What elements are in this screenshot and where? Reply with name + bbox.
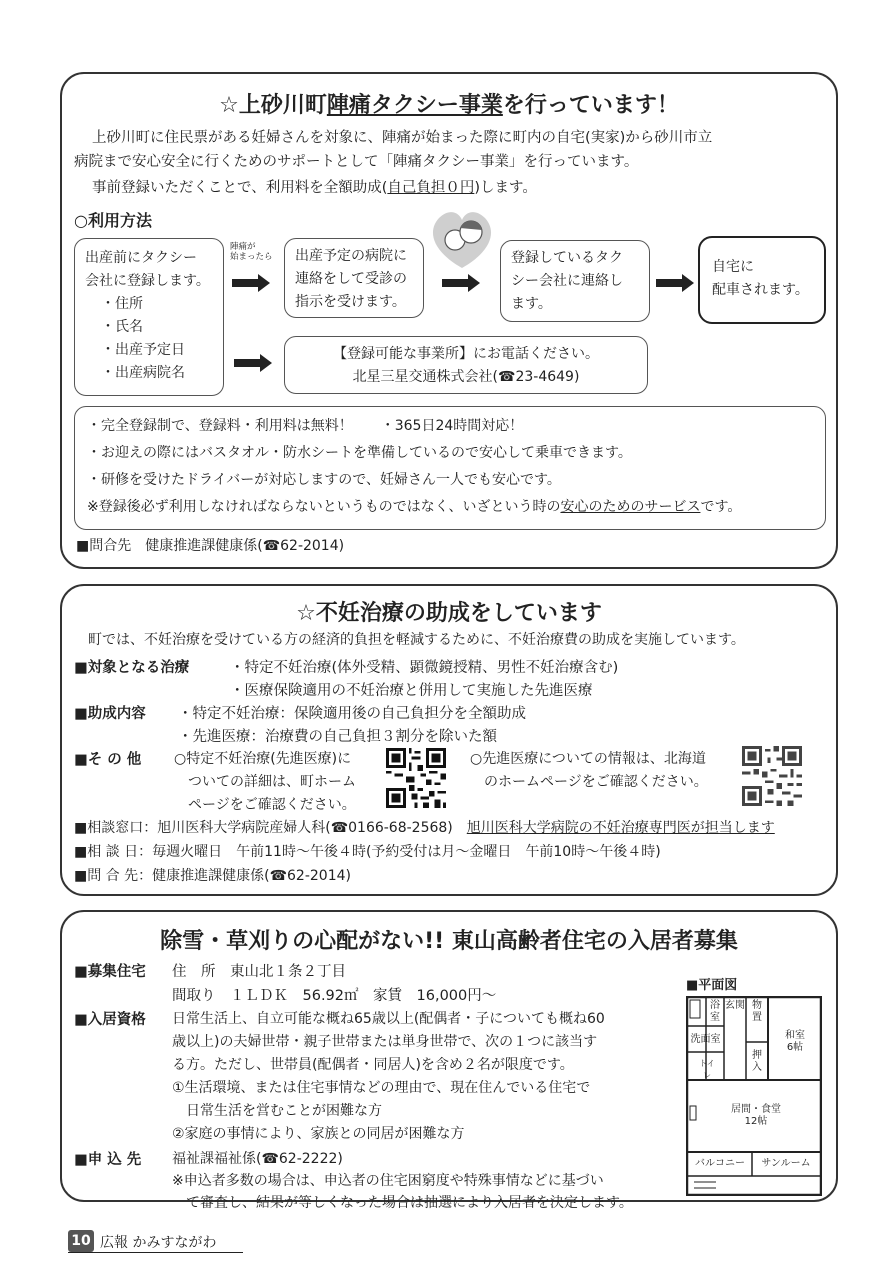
contact-box: 【登録可能な事業所】にお電話ください。 北星三星交通株式会社(☎23-4649) (284, 336, 648, 394)
plan-balcony: バルコニー (695, 1158, 745, 1169)
fertility-title: ☆不妊治療の助成をしています (296, 601, 602, 626)
taxi-section (60, 72, 838, 569)
arrow-right-icon (234, 354, 272, 372)
arrow-right-icon (232, 274, 270, 292)
housing-title: 除雪・草刈りの心配がない!! 東山高齢者住宅の入居者募集 (160, 929, 738, 954)
publication-name: 広報 かみすながわ (100, 1235, 217, 1251)
arrow-right-icon (442, 274, 480, 292)
plan-closet: 押入 (752, 1050, 762, 1073)
hokkaido-qr-code-icon[interactable] (742, 746, 802, 806)
taxi-intro-1: 上砂川町に住民票がある妊婦さんを対象に、陣痛が始まった際に町内の自宅(実家)から砂川市立 (92, 130, 713, 146)
plan-entrance: 玄関 (725, 1000, 745, 1011)
other-label: ■そ の 他 (74, 752, 142, 768)
floor-plan-heading: ■平面図 (686, 978, 738, 993)
town-qr-code-icon[interactable] (386, 748, 446, 808)
plan-sunroom: サンルーム (761, 1158, 811, 1169)
plan-storage: 物置 (752, 1000, 762, 1023)
content-line-2: ・先進医療：治療費の自己負担３割分を除いた額 (178, 729, 497, 745)
step2-box: 出産予定の病院に 連絡をして受診の 指示を受けます。 (284, 238, 424, 318)
content-label: ■助成内容 (74, 706, 146, 722)
step1-box: 出産前にタクシー 会社に登録します。 ・住所 ・氏名 ・出産予定日 ・出産病院名 (74, 238, 224, 396)
other-right-text: ○先進医療についての情報は、北海道 のホームページをご確認ください。 (470, 751, 708, 790)
apply-label: ■申 込 先 (74, 1152, 142, 1168)
apply-text: 福祉課福祉係(☎62-2222) ※申込者多数の場合は、申込者の住宅困窮度や特殊事情などに基づい て審査し、結果が等しくなった場合は抽選により入居者を決定します。 (172, 1151, 633, 1211)
taxi-section-title: ☆上砂川町陣痛タクシー事業を行っています！ (219, 93, 679, 118)
arrow-note: 陣痛が 始まったら (230, 242, 273, 262)
notes-box: ・完全登録制で、登録料・利用料は無料！ ・365日24時間対応！ ・お迎えの際にはバスタオル・防水シートを準備しているので安心して乗車できます。 ・研修を受けたドライバーが対応しますので、妊婦さん一人でも安心です。 ※登録後必ず利用しなければならないというものではなく、いざという時の安心のためのサービスです。 (74, 406, 826, 530)
consult-day: ■相 談 日：毎週火曜日 午前11時～午後４時(予約受付は月～金曜日 午前10時～午後４時) (74, 844, 661, 860)
plan-bath: 浴室 (710, 1000, 720, 1023)
taxi-intro-3: 事前登録いただくことで、利用料を全額助成(自己負担０円)します。 (92, 180, 537, 196)
taxi-intro-2: 病院まで安心安全に行くためのサポートとして「陣痛タクシー事業」を行っています。 (74, 154, 639, 170)
fertility-section (60, 584, 838, 896)
mother-baby-icon (427, 206, 497, 272)
housing-line-1: 住 所 東山北１条２丁目 (172, 964, 346, 980)
floor-plan (686, 996, 822, 1196)
usage-heading: ○利用方法 (74, 211, 152, 230)
consult-window: ■相談窓口：旭川医科大学病院産婦人科(☎0166-68-2568) 旭川医科大学病院の不妊治療専門医が担当します (74, 820, 775, 836)
arrow-right-icon (656, 274, 694, 292)
content-line-1: ・特定不妊治療：保険適用後の自己負担分を全額助成 (178, 706, 526, 722)
other-left-text: ○特定不妊治療(先進医療)に ついての詳細は、町ホーム ページをご確認ください。 (174, 751, 356, 813)
target-line-1: ・特定不妊治療(体外受精、顕微鏡授精、男性不妊治療含む) (230, 660, 619, 676)
target-line-2: ・医療保険適用の不妊治療と併用して実施した先進医療 (230, 683, 593, 699)
plan-washitsu: 和室 6帖 (785, 1030, 805, 1053)
step1-items: ・住所 ・氏名 ・出産予定日 ・出産病院名 (101, 296, 185, 381)
fertility-inquiry: ■問 合 先：健康推進課健康係(☎62-2014) (74, 868, 351, 884)
plan-toilet: トイレ (699, 1059, 715, 1080)
target-label: ■対象となる治療 (74, 660, 190, 676)
housing-section (60, 910, 838, 1211)
footer (68, 1230, 243, 1253)
housing-line-2: 間取り １ＬＤＫ 56.92㎡ 家賃 16,000円～ (172, 988, 497, 1004)
page-number: 10 (68, 1230, 94, 1252)
fertility-intro: 町では、不妊治療を受けている方の経済的負担を軽減するために、不妊治療費の助成を実施しています。 (88, 632, 745, 648)
eligibility-label: ■入居資格 (74, 1012, 146, 1028)
plan-washroom: 洗面室 (690, 1034, 721, 1045)
step3-box: 登録しているタク シー会社に連絡し ます。 (500, 240, 650, 322)
step4-box: 自宅に 配車されます。 (698, 236, 826, 324)
taxi-inquiry: ■問合先 健康推進課健康係(☎62-2014) (76, 538, 345, 554)
eligibility-text: 日常生活上、自立可能な概ね65歳以上(配偶者・子についても概ね60 歳以上)の夫婦世帯・親子世帯または単身世帯で、次の１つに該当す る方。ただし、世帯員(配偶者・同居人)を含め２名が限度です。 ①生活環境、または住宅事情などの理由で、現在住んでいる住宅で 日常生活を営むことが困難な方 ②家庭の事情により、家族との同居が困難な方 (172, 1011, 605, 1142)
housing-label: ■募集住宅 (74, 964, 146, 980)
plan-living: 居間・食堂 12帖 (731, 1104, 781, 1127)
